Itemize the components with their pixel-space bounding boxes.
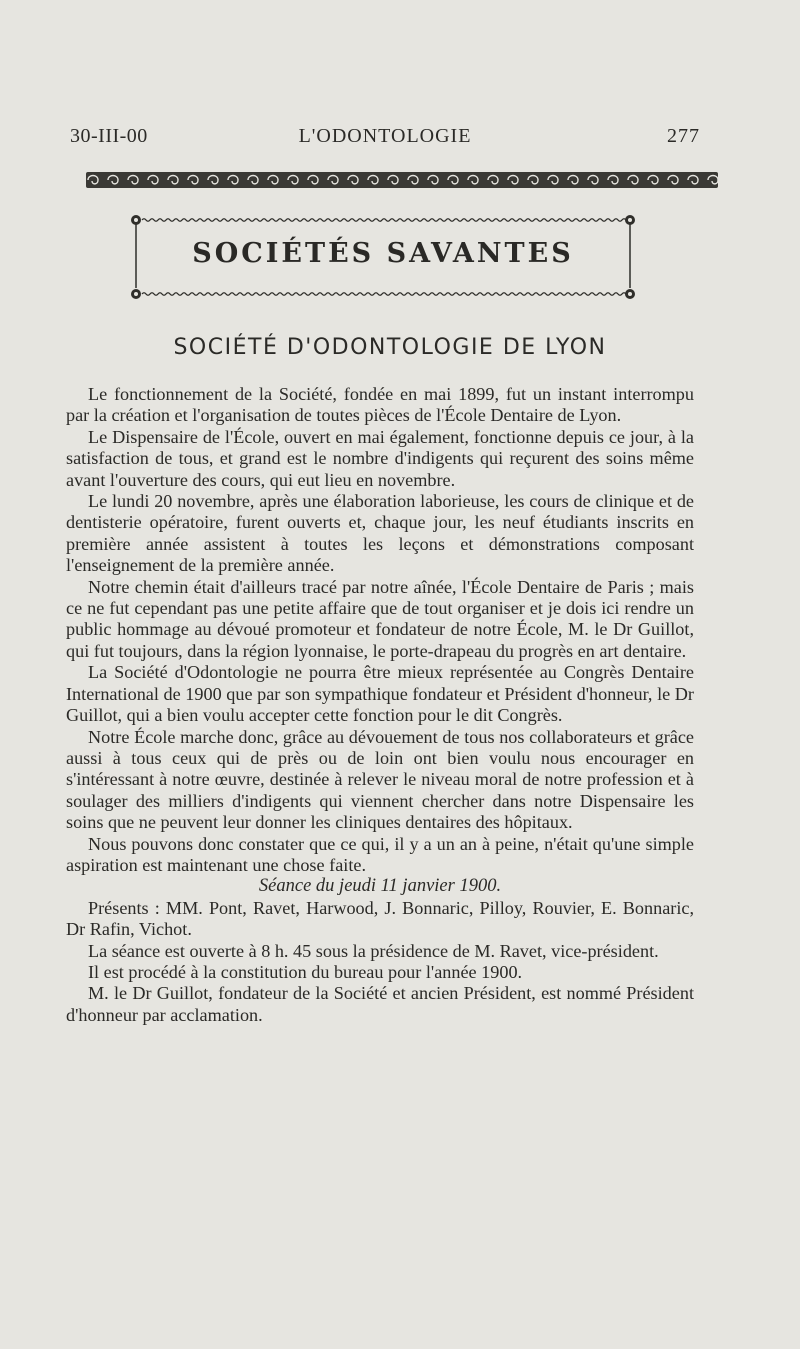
paragraph: Notre École marche donc, grâce au dévouement de tous nos collaborateurs et grâce aussi à tous ceux qui de près ou de loin ont bien voulu nous encourager en s'intéressant à notre œuvre, destinée à relever le niveau moral de notre profession et à soulager des milliers d'indigents qui viennent chercher dans notre Dispensaire les soins que ne peuvent leur donner les cliniques dentaires des hôpitaux. [66,726,694,833]
paragraph: La séance est ouverte à 8 h. 45 sous la présidence de M. Ravet, vice-président. [88,940,659,961]
section-title: SOCIÉTÉS SAVANTES [192,238,574,269]
page-number: 277 [667,125,700,147]
paragraph: Présents : MM. Pont, Ravet, Harwood, J. Bonnaric, Pilloy, Rouvier, E. Bonnaric, Dr Rafin, Vichot. [66,897,694,940]
paragraph: Le lundi 20 novembre, après une élaboration laborieuse, les cours de clinique et de dentisterie opératoire, furent ouverts et, chaque jour, les neuf étudiants inscrits en première année assistent à toutes les leçons et démonstrations composant l'enseignement de la première année. [66,491,694,576]
corner-rosette-icon [625,215,635,225]
paragraph: La Société d'Odontologie ne pourra être mieux représentée au Congrès Dentaire International de 1900 que par son sympathique fondateur et Président d'honneur, le Dr Guillot, qui a bien voulu accepter cette fonction pour le dit Congrès. [66,662,694,726]
paragraph: Le Dispensaire de l'École, ouvert en mai également, fonctionne depuis ce jour, à la satisfaction de tous, et grand est le nombre d'indigents qui reçurent des soins même avant l'ouverture des cours, qui eut lieu en novembre. [66,426,694,490]
paragraph: Notre chemin était d'ailleurs tracé par notre aînée, l'École Dentaire de Paris ; mais ce ne fut cependant pas une petite affaire que de tout organiser et je dois ici rendre un public hommage au dévoué promoteur et fondateur de notre École, M. le Dr Guillot, qui fut toujours, dans la région lyonnaise, le porte-drapeau du progrès en art dentaire. [66,576,694,661]
paragraph: Le fonctionnement de la Société, fondée en mai 1899, fut un instant interrompu par la création et l'organisation de toutes pièces de l'École Dentaire de Lyon. [66,384,694,426]
issue-date: 30-III-00 [70,125,148,147]
corner-rosette-icon [131,215,141,225]
article-body [66,384,694,1026]
corner-rosette-icon [625,289,635,299]
paragraph: Il est procédé à la constitution du bureau pour l'année 1900. [88,961,523,982]
journal-title: L'ODONTOLOGIE [298,125,472,147]
society-heading: SOCIÉTÉ D'ODONTOLOGIE DE LYON [173,335,607,360]
ornament-band [86,170,718,190]
paragraph: Nous pouvons donc constater que ce qui, il y a un an à peine, n'était qu'une simple aspiration est maintenant une chose faite. [66,833,694,875]
seance-heading: Séance du jeudi 11 janvier 1900. [258,876,502,897]
running-head [70,125,700,151]
section-title-frame [126,210,640,302]
corner-rosette-icon [131,289,141,299]
paragraph: M. le Dr Guillot, fondateur de la Société et ancien Président, est nommé Président d'honneur par acclamation. [66,983,694,1025]
